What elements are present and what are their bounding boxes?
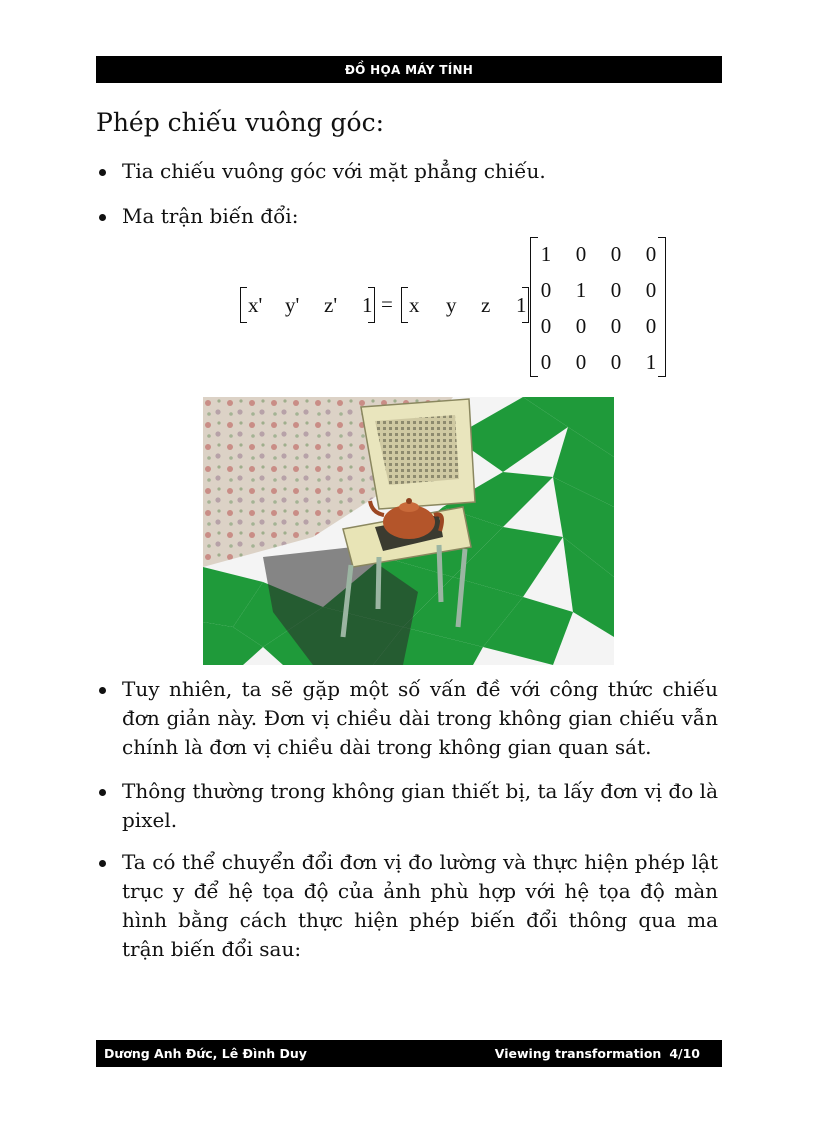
matrix-cell: 0 <box>645 278 657 302</box>
lhs-z: z' <box>324 293 338 317</box>
bracket-left <box>401 287 408 323</box>
bullet-item: Ta có thể chuyển đổi đơn vị đo lường và thực hiện phép lật trục y để hệ tọa độ của ảnh phù hợp với hệ tọa độ màn hình bằng cách thực hiện phép biến đổi thông qua ma trận biến đổi sau: <box>96 848 718 964</box>
matrix-cell: 1 <box>575 278 587 302</box>
matrix-cell: 0 <box>610 314 622 338</box>
rhs-x: x <box>409 293 420 317</box>
rhs-y: y <box>446 293 457 317</box>
matrix-cell: 0 <box>540 278 552 302</box>
chair-grille <box>375 415 459 485</box>
bullet-item: Tuy nhiên, ta sẽ gặp một số vấn đề với công thức chiếu đơn giản này. Đơn vị chiều dài trong không gian chiếu vẫn chính là đơn vị chiều dài trong không gian quan sát. <box>96 675 718 762</box>
footer-authors: Dương Anh Đức, Lê Đình Duy <box>104 1046 307 1061</box>
rhs-z: z <box>481 293 491 317</box>
matrix-cell: 0 <box>575 350 587 374</box>
section-title: Phép chiếu vuông góc: <box>96 108 385 137</box>
matrix-cell: 0 <box>540 314 552 338</box>
lhs-y: y' <box>285 293 300 317</box>
lhs-w: 1 <box>362 293 373 317</box>
header-title: ĐỒ HỌA MÁY TÍNH <box>344 62 474 77</box>
matrix-cell: 1 <box>540 242 552 266</box>
matrix-cell: 1 <box>645 350 657 374</box>
matrix-cell: 0 <box>540 350 552 374</box>
page-footer-bar <box>96 1040 722 1067</box>
matrix-cell: 0 <box>645 314 657 338</box>
matrix-cell: 0 <box>610 278 622 302</box>
matrix-cell: 0 <box>610 350 622 374</box>
lhs-x: x' <box>248 293 263 317</box>
page-header-bar <box>96 56 722 83</box>
bracket-right <box>368 287 375 323</box>
bullet-item: Ma trận biến đổi: <box>96 202 718 231</box>
footer-topic: Viewing transformation <box>494 1046 662 1061</box>
equals-sign: = <box>381 292 393 316</box>
matrix-cell: 0 <box>575 314 587 338</box>
bullet-item: Thông thường trong không gian thiết bị, ta lấy đơn vị đo là pixel. <box>96 777 718 835</box>
matrix-cell: 0 <box>575 242 587 266</box>
page-number: 4/10 <box>669 1046 700 1061</box>
bullet-item: Tia chiếu vuông góc với mặt phẳng chiếu. <box>96 157 718 186</box>
matrix-cell: 0 <box>645 242 657 266</box>
bracket-left <box>240 287 247 323</box>
matrix-cell: 0 <box>610 242 622 266</box>
rendered-scene-image <box>203 397 614 665</box>
rhs-w: 1 <box>516 293 527 317</box>
bracket-right <box>522 287 529 323</box>
